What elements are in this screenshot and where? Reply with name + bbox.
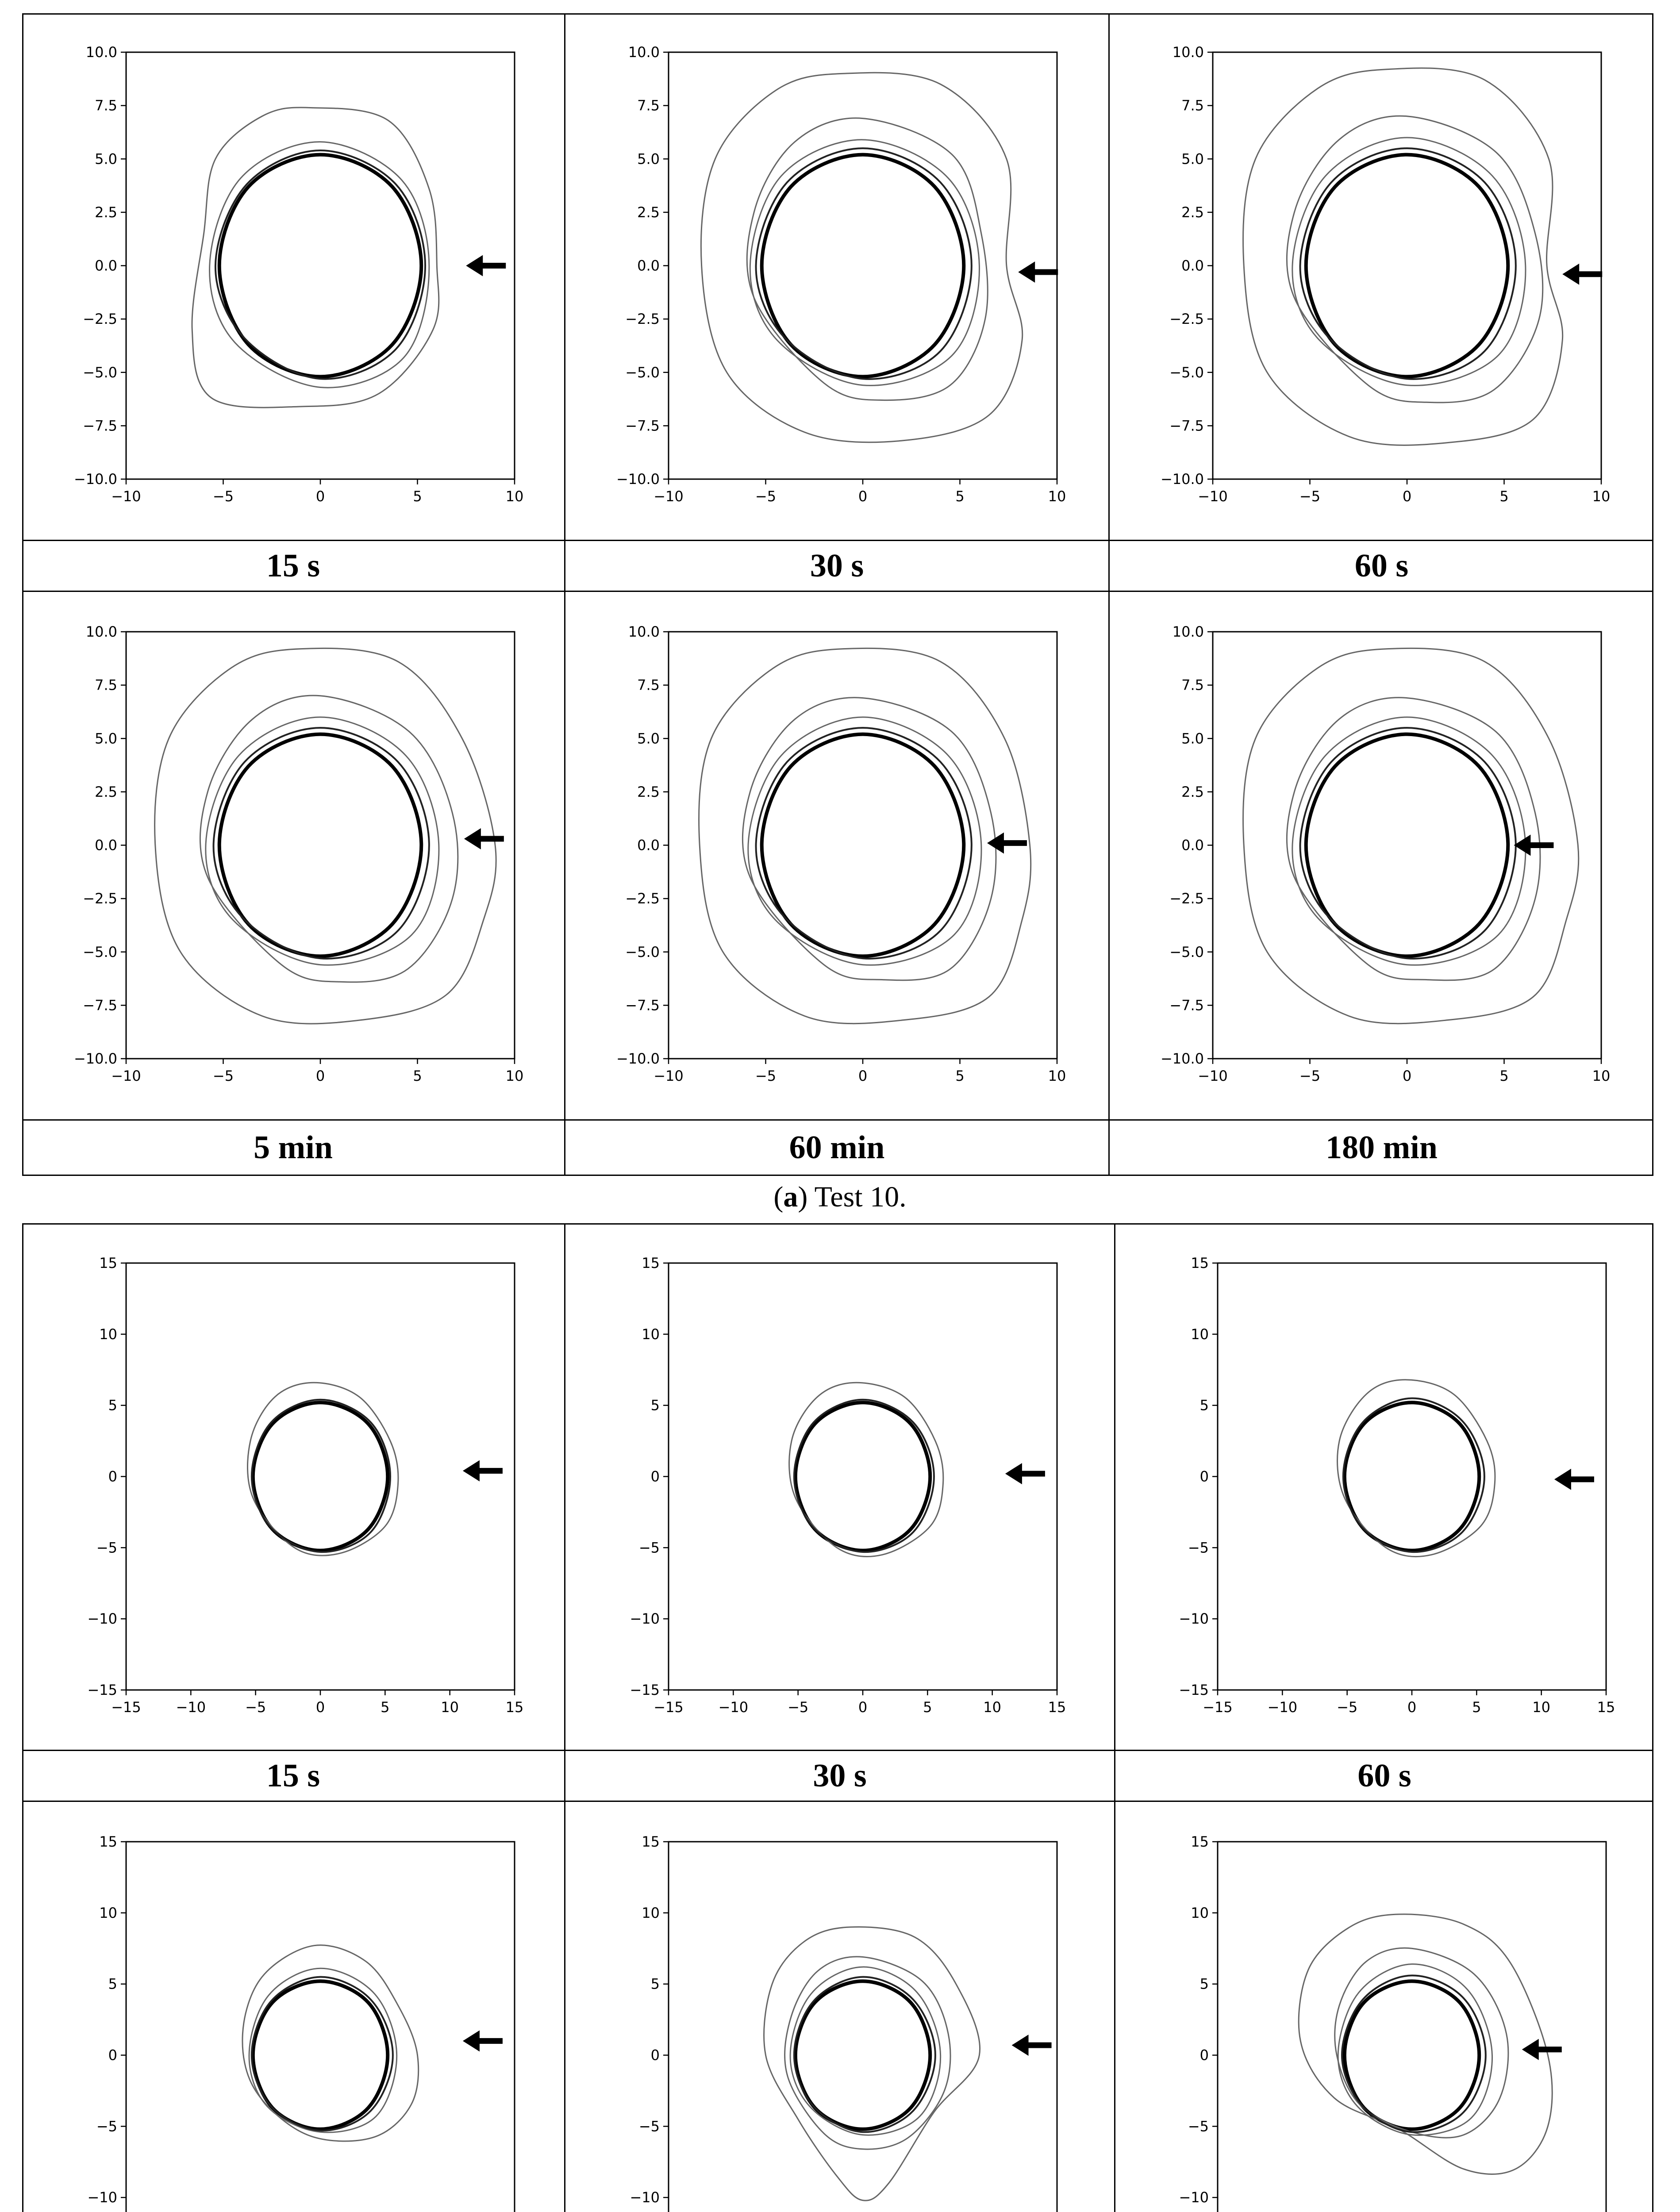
y-tick-label: 10 bbox=[1191, 1325, 1209, 1343]
y-tick-label: 15 bbox=[99, 1833, 117, 1850]
y-tick-label: 15 bbox=[99, 1255, 117, 1271]
x-tick-label: 10 bbox=[1048, 1068, 1066, 1084]
load-arrow-head bbox=[1005, 1463, 1022, 1484]
x-tick-label: 0 bbox=[858, 488, 868, 505]
x-tick-label: 10 bbox=[1592, 488, 1611, 505]
contour-line bbox=[1300, 148, 1516, 379]
contour-line bbox=[756, 728, 972, 959]
pile-circle bbox=[219, 734, 422, 956]
x-tick-label: 0 bbox=[315, 1068, 325, 1084]
x-tick-label: 10 bbox=[505, 488, 524, 505]
x-tick-label: 10 bbox=[983, 1699, 1002, 1716]
contour-line bbox=[1287, 116, 1542, 403]
contour-line bbox=[252, 1977, 393, 2131]
y-tick-label: −5.0 bbox=[1169, 364, 1204, 381]
load-arrow-head bbox=[463, 1460, 480, 1482]
y-tick-label: 10 bbox=[642, 1904, 660, 1921]
panel-label-a-6: 180 min bbox=[1326, 1129, 1438, 1166]
y-tick-label: −5.0 bbox=[83, 943, 117, 960]
x-tick-label: 10 bbox=[505, 1068, 524, 1084]
y-tick-label: −2.5 bbox=[625, 311, 660, 328]
x-tick-label: −5 bbox=[1299, 1068, 1321, 1084]
contour-line bbox=[785, 1957, 950, 2149]
x-tick-label: 10 bbox=[441, 1699, 459, 1716]
x-tick-label: −5 bbox=[755, 1068, 777, 1084]
y-tick-label: −7.5 bbox=[625, 417, 660, 434]
plot-8 bbox=[630, 1255, 1066, 1716]
y-tick-label: −2.5 bbox=[1169, 890, 1204, 907]
x-tick-label: −15 bbox=[1203, 1699, 1233, 1716]
y-tick-label: 10 bbox=[99, 1325, 117, 1343]
y-tick-label: 0.0 bbox=[637, 837, 660, 854]
x-tick-label: −10 bbox=[654, 1068, 684, 1084]
y-tick-label: −10 bbox=[1179, 1610, 1209, 1628]
y-tick-label: −7.5 bbox=[625, 997, 660, 1014]
x-tick-label: 5 bbox=[413, 1068, 422, 1084]
contour-line bbox=[1287, 698, 1540, 980]
caption-a-letter: a bbox=[783, 1181, 798, 1213]
axes-frame bbox=[1218, 1263, 1606, 1690]
y-tick-label: 7.5 bbox=[95, 97, 117, 114]
x-tick-label: 5 bbox=[1472, 1699, 1481, 1716]
panel-label-a-2: 30 s bbox=[810, 547, 864, 584]
x-tick-label: −5 bbox=[212, 1068, 234, 1084]
y-tick-label: −10 bbox=[630, 1610, 660, 1628]
plot-12 bbox=[1179, 1833, 1615, 2212]
y-tick-label: 10.0 bbox=[628, 623, 660, 640]
contour-line bbox=[192, 108, 439, 407]
contour-line bbox=[748, 717, 981, 965]
y-tick-label: 15 bbox=[1191, 1255, 1209, 1271]
pile-circle bbox=[1345, 1981, 1479, 2129]
y-tick-label: −2.5 bbox=[83, 890, 117, 907]
axes-frame bbox=[669, 52, 1057, 479]
x-tick-label: 15 bbox=[1048, 1699, 1066, 1716]
y-tick-label: 5 bbox=[108, 1975, 117, 1993]
y-tick-label: 15 bbox=[642, 1255, 660, 1271]
x-tick-label: 0 bbox=[1407, 1699, 1417, 1716]
y-tick-label: −5.0 bbox=[625, 364, 660, 381]
x-tick-label: 10 bbox=[1048, 488, 1066, 505]
axes-frame bbox=[126, 1842, 515, 2212]
contour-line bbox=[756, 148, 972, 379]
plot-11 bbox=[630, 1833, 1066, 2212]
plot-1 bbox=[74, 44, 523, 505]
x-tick-label: 0 bbox=[1402, 1068, 1412, 1084]
contour-line bbox=[210, 142, 429, 388]
y-tick-label: −5.0 bbox=[83, 364, 117, 381]
axes-frame bbox=[669, 1263, 1057, 1690]
y-tick-label: −7.5 bbox=[83, 417, 117, 434]
x-tick-label: 0 bbox=[315, 1699, 325, 1716]
y-tick-label: 5 bbox=[650, 1397, 660, 1414]
y-tick-label: 10 bbox=[642, 1325, 660, 1343]
y-tick-label: 10 bbox=[1191, 1904, 1209, 1921]
y-tick-label: −10.0 bbox=[1160, 1050, 1204, 1067]
panel-label-a-1: 15 s bbox=[266, 547, 320, 584]
y-tick-label: 15 bbox=[1191, 1833, 1209, 1850]
y-tick-label: 7.5 bbox=[637, 97, 660, 114]
caption-a: (a) Test 10. bbox=[773, 1181, 907, 1213]
contour-line bbox=[756, 148, 972, 379]
axes-frame bbox=[1218, 1842, 1606, 2212]
y-tick-label: −15 bbox=[1179, 1682, 1209, 1698]
y-tick-label: 0 bbox=[650, 1468, 660, 1485]
contour-line bbox=[1300, 728, 1516, 959]
pile-circle bbox=[253, 1981, 388, 2129]
y-tick-label: 0.0 bbox=[637, 257, 660, 274]
plot-5 bbox=[616, 623, 1066, 1084]
y-tick-label: 5.0 bbox=[95, 150, 117, 168]
panel-label-a-5: 60 min bbox=[789, 1129, 885, 1166]
y-tick-label: 5.0 bbox=[637, 730, 660, 747]
x-tick-label: −5 bbox=[755, 488, 777, 505]
x-tick-label: 0 bbox=[1402, 488, 1412, 505]
y-tick-label: 10.0 bbox=[628, 44, 660, 61]
pile-circle bbox=[1306, 734, 1508, 956]
x-tick-label: −10 bbox=[1198, 488, 1228, 505]
y-tick-label: −10.0 bbox=[616, 471, 660, 488]
y-tick-label: −10.0 bbox=[73, 471, 117, 488]
contour-line bbox=[756, 728, 972, 959]
y-tick-label: 5.0 bbox=[1181, 150, 1204, 168]
y-tick-label: 2.5 bbox=[637, 783, 660, 800]
y-tick-label: 0 bbox=[650, 2047, 660, 2064]
contour-line bbox=[214, 728, 429, 959]
y-tick-label: 10 bbox=[99, 1904, 117, 1921]
x-tick-label: −10 bbox=[1198, 1068, 1228, 1084]
y-tick-label: −5 bbox=[96, 2118, 117, 2135]
pile-circle bbox=[1306, 155, 1508, 377]
contour-line bbox=[794, 1977, 935, 2132]
y-tick-label: −5 bbox=[638, 2118, 660, 2135]
y-tick-label: −5 bbox=[1188, 1539, 1209, 1556]
x-tick-label: 5 bbox=[955, 1068, 965, 1084]
y-tick-label: −10 bbox=[1179, 2189, 1209, 2206]
y-tick-label: 0.0 bbox=[1181, 257, 1204, 274]
x-tick-label: −5 bbox=[1337, 1699, 1358, 1716]
load-arrow-head bbox=[464, 828, 481, 849]
contour-line bbox=[200, 695, 457, 982]
y-tick-label: −7.5 bbox=[83, 997, 117, 1014]
y-tick-label: −2.5 bbox=[1169, 311, 1204, 328]
contour-line bbox=[701, 73, 1022, 442]
panel-label-a-4: 5 min bbox=[254, 1129, 333, 1166]
y-tick-label: −2.5 bbox=[625, 890, 660, 907]
panel-label-a-3: 60 s bbox=[1354, 547, 1409, 584]
plot-4 bbox=[74, 623, 523, 1084]
x-tick-label: −10 bbox=[1267, 1699, 1298, 1716]
contour-line bbox=[214, 728, 429, 959]
contour-line bbox=[742, 698, 996, 980]
contour-line bbox=[1292, 138, 1526, 385]
y-tick-label: 5 bbox=[1199, 1397, 1209, 1414]
pile-circle bbox=[762, 734, 964, 956]
y-tick-label: 0.0 bbox=[95, 257, 117, 274]
contour-line bbox=[750, 140, 979, 386]
x-tick-label: 10 bbox=[1532, 1699, 1551, 1716]
y-tick-label: 5 bbox=[108, 1397, 117, 1414]
contour-line bbox=[1292, 717, 1526, 965]
y-tick-label: 0 bbox=[108, 2047, 117, 2064]
axes-frame bbox=[126, 1263, 515, 1690]
y-tick-label: 5.0 bbox=[637, 150, 660, 168]
y-tick-label: −7.5 bbox=[1169, 997, 1204, 1014]
x-tick-label: 0 bbox=[315, 488, 325, 505]
x-tick-label: 0 bbox=[858, 1068, 868, 1084]
x-tick-label: −10 bbox=[111, 488, 141, 505]
y-tick-label: 5 bbox=[1199, 1975, 1209, 1993]
y-tick-label: 0 bbox=[1199, 1468, 1209, 1485]
contour-line bbox=[1338, 1964, 1492, 2135]
y-tick-label: 2.5 bbox=[1181, 783, 1204, 800]
y-tick-label: 10.0 bbox=[1172, 623, 1204, 640]
panel-label-b-3: 60 s bbox=[1357, 1757, 1411, 1794]
plot-10 bbox=[87, 1833, 523, 2212]
load-arrow-head bbox=[463, 2030, 480, 2051]
x-tick-label: 5 bbox=[413, 488, 422, 505]
y-tick-label: −10 bbox=[87, 1610, 117, 1628]
contour-line bbox=[1300, 148, 1516, 379]
y-tick-label: −5 bbox=[1188, 2118, 1209, 2135]
load-arrow-head bbox=[466, 255, 483, 276]
contour-line bbox=[1343, 1398, 1484, 1552]
plot-6 bbox=[1161, 623, 1610, 1084]
y-tick-label: 0.0 bbox=[1181, 837, 1204, 854]
contour-line bbox=[1338, 1380, 1495, 1557]
y-tick-label: −5.0 bbox=[625, 943, 660, 960]
x-tick-label: −5 bbox=[245, 1699, 266, 1716]
x-tick-label: 5 bbox=[1499, 1068, 1509, 1084]
x-tick-label: 5 bbox=[1499, 488, 1509, 505]
y-tick-label: 2.5 bbox=[95, 204, 117, 221]
contour-line bbox=[790, 1967, 941, 2135]
y-tick-label: 15 bbox=[642, 1833, 660, 1850]
x-tick-label: −5 bbox=[788, 1699, 809, 1716]
y-tick-label: 7.5 bbox=[1181, 676, 1204, 694]
y-tick-label: 10.0 bbox=[85, 623, 117, 640]
contour-line bbox=[248, 1382, 398, 1555]
pile-circle bbox=[762, 155, 964, 377]
y-tick-label: −10.0 bbox=[73, 1050, 117, 1067]
contour-line bbox=[206, 717, 439, 965]
y-tick-label: 7.5 bbox=[95, 676, 117, 694]
y-tick-label: 5 bbox=[650, 1975, 660, 1993]
y-tick-label: 10.0 bbox=[85, 44, 117, 61]
x-tick-label: 5 bbox=[381, 1699, 390, 1716]
y-tick-label: −10.0 bbox=[1160, 471, 1204, 488]
x-tick-label: −10 bbox=[654, 488, 684, 505]
axes-frame bbox=[669, 1842, 1057, 2212]
y-tick-label: 2.5 bbox=[95, 783, 117, 800]
y-tick-label: −10 bbox=[87, 2189, 117, 2206]
y-tick-label: −7.5 bbox=[1169, 417, 1204, 434]
y-tick-label: −5 bbox=[638, 1539, 660, 1556]
caption-a-text: Test 10. bbox=[814, 1181, 907, 1213]
x-tick-label: 15 bbox=[505, 1699, 524, 1716]
x-tick-label: 0 bbox=[858, 1699, 868, 1716]
y-tick-label: 7.5 bbox=[1181, 97, 1204, 114]
y-tick-label: −5.0 bbox=[1169, 943, 1204, 960]
y-tick-label: 2.5 bbox=[637, 204, 660, 221]
plot-3 bbox=[1161, 44, 1610, 505]
y-tick-label: 5.0 bbox=[1181, 730, 1204, 747]
panel-label-b-2: 30 s bbox=[813, 1757, 867, 1794]
x-tick-label: −10 bbox=[718, 1699, 749, 1716]
x-tick-label: 10 bbox=[1592, 1068, 1611, 1084]
load-arrow-head bbox=[1554, 1469, 1571, 1490]
x-tick-label: 5 bbox=[955, 488, 965, 505]
x-tick-label: −5 bbox=[1299, 488, 1321, 505]
y-tick-label: 2.5 bbox=[1181, 204, 1204, 221]
load-arrow-head bbox=[1012, 2035, 1029, 2056]
y-tick-label: 0.0 bbox=[95, 837, 117, 854]
x-tick-label: −15 bbox=[111, 1699, 141, 1716]
y-tick-label: −15 bbox=[630, 1682, 660, 1698]
x-tick-label: −10 bbox=[111, 1068, 141, 1084]
x-tick-label: 5 bbox=[923, 1699, 932, 1716]
contour-line bbox=[747, 118, 988, 400]
x-tick-label: −15 bbox=[654, 1699, 684, 1716]
plot-2 bbox=[616, 44, 1066, 505]
panel-label-b-1: 15 s bbox=[266, 1757, 320, 1794]
x-tick-label: −10 bbox=[176, 1699, 206, 1716]
y-tick-label: −10 bbox=[630, 2189, 660, 2206]
y-tick-label: −15 bbox=[87, 1682, 117, 1698]
load-arrow-head bbox=[1018, 261, 1035, 283]
plot-9 bbox=[1179, 1255, 1615, 1716]
y-tick-label: −10.0 bbox=[616, 1050, 660, 1067]
contour-line bbox=[1300, 728, 1516, 959]
x-tick-label: −5 bbox=[212, 488, 234, 505]
y-tick-label: 5.0 bbox=[95, 730, 117, 747]
y-tick-label: 0 bbox=[108, 1468, 117, 1485]
contour-line bbox=[789, 1382, 943, 1556]
y-tick-label: −2.5 bbox=[83, 311, 117, 328]
x-tick-label: 15 bbox=[1597, 1699, 1615, 1716]
y-tick-label: −5 bbox=[96, 1539, 117, 1556]
plot-7 bbox=[87, 1255, 523, 1716]
y-tick-label: 10.0 bbox=[1172, 44, 1204, 61]
axes-frame bbox=[126, 52, 515, 479]
load-arrow-head bbox=[1562, 264, 1579, 285]
y-tick-label: 0 bbox=[1199, 2047, 1209, 2064]
y-tick-label: 7.5 bbox=[637, 676, 660, 694]
load-arrow-head bbox=[1522, 2039, 1539, 2060]
pile-circle bbox=[796, 1981, 930, 2129]
